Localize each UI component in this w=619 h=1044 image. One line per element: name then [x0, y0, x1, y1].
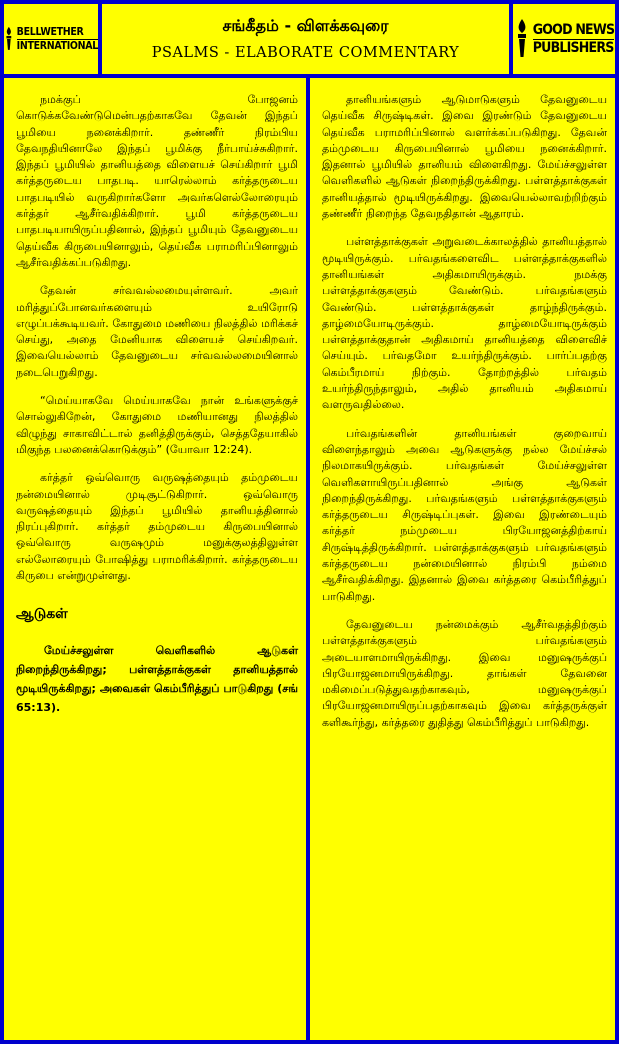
logo-right-line1: GOOD NEWS [532, 21, 615, 38]
paragraph: பர்வதங்களின் தானியங்கள் குறைவாய் விளைந்தாலும் அவை ஆடுகளுக்கு நல்ல மேய்ச்சல் நிலமாகயிருக்கும். பர்வதங்கள் மேய்ச்சலுள்ள வெளிகளாயிருப்பதினால் அங்கு ஆடுகள் நிறைந்திருக்கிறது. பர்வதங்களும் பள்ளத்தாக்குகளும் கர்த்தருடைய சிருஷ்டிப்புகள். இவை இரண்டையும் கர்த்தர் நம்முடைய பிரயோஜனத்திற்காய் சிருஷ்டித்திருக்கிறார். பள்ளத்தாக்குகளும் பர்வதங்களும் கர்த்தருடைய நன்மையினால் நிரம்பி நம்மை ஆசீர்வதிக்கிறது. இதனால் இவை கர்த்தரை கெம்பீரித்துப் பாடுகிறது. [322, 426, 607, 603]
torch-icon [4, 17, 14, 61]
section-heading: ஆடுகள் [16, 606, 68, 623]
page-header [102, 4, 509, 74]
logo-good-news [513, 4, 615, 74]
left-column [4, 78, 306, 1040]
logo-left-line2: INTERNATIONAL [16, 39, 98, 52]
scripture-quote: “மெய்யாகவே மெய்யாகவே நான் உங்களுக்குச் சொல்லுகிறேன், கோதுமை மணியானது நிலத்தில் விழுந்து சாகாவிட்டால் தனித்திருக்கும், செத்ததேயாகில் மிகுந்த பலனைக்கொடுக்கும்” (யோவா 12:24). [16, 394, 298, 456]
torch-icon [514, 17, 530, 61]
title-tamil: சங்கீதம் - விளக்கவுரை [222, 16, 389, 35]
paragraph: பள்ளத்தாக்குகள் அறுவடைக்காலத்தில் தானியத்தால் மூடியிருக்கும். பர்வதங்களைவிட பள்ளத்தாக்குகளில் தானியங்கள் அதிகமாயிருக்கும். நமக்கு பள்ளத்தாக்குகளும் வேண்டும். பர்வதங்களும் வேண்டும். பள்ளத்தாக்குகள் தாழ்ந்திருக்கும். தாழ்மையோடிருக்கும். தாழ்மையோடிருக்கும் பள்ளத்தாக்குதான் அதிகமாய் தானியத்தை விளைவிச் செய்யும். பர்வதமோ உயர்ந்திருக்கும். பார்ப்பதற்கு கெம்பீரமாய் நிற்கும். தோற்றத்தில் பர்வதம் உயர்ந்திருந்தாலும், அதில் தானியம் அதிகமாய் வளருவதில்லை. [322, 235, 607, 412]
paragraph: தேவன் சர்வவல்லமையுள்ளவர். அவர் மரித்துப்போனவர்களையும் உயிரோடு எழுப்பக்கூடியவர். கோதுமை மணியை நிலத்தில் மரிக்கச் செய்து, அதை மேனியாக விளையச் செய்கிறவர். இவையெல்லாம் தேவனுடைய சர்வவல்லமையினால் நடைபெறுகிறது. [16, 284, 298, 379]
logo-left-line1: BELLWETHER [17, 26, 98, 40]
logo-right-line2: PUBLISHERS [532, 39, 614, 56]
title-english: PSALMS - ELABORATE COMMENTARY [151, 45, 460, 61]
scripture-verse: மேய்ச்சலுள்ள வெளிகளில் ஆடுகள் நிறைந்திருக்கிறது; பள்ளத்தாக்குகள் தானியத்தால் மூடியிருக்கிறது; அவைகள் கெம்பீரித்துப் பாடுகிறது (சங் 65:13). [16, 643, 298, 714]
paragraph: கர்த்தர் ஒவ்வொரு வருஷத்தையும் தம்முடைய நன்மையினால் முடிசூட்டுகிறார். ஒவ்வொரு வருஷத்தையும் இந்தப் பூமியில் தானியத்தினால் நிரப்புகிறார். கர்த்தர் தம்முடைய கிருபையினால் ஒவ்வொரு வருஷமும் மனுக்குலத்திலுள்ள எல்லோரையும் போஷித்து பராமரிக்கிறார். கர்த்தருடைய கிருபை என்றுமுள்ளது. [16, 471, 298, 583]
paragraph: தேவனுடைய நன்மைக்கும் ஆசீர்வதத்திற்கும் பள்ளத்தாக்குகளும் பர்வதங்களும் அடையாளமாயிருக்கிறது. இவை மனுஷருக்குப் பிரயோஜனமாயிருக்கிறது. தாங்கள் தேவனை மகிமைப்படுத்துவதற்காகவும், மனுஷருக்குப் பிரயோஜனமாயிருப்பதற்காகவும் இவை கர்த்தருக்குள் களிகூர்ந்து, கர்த்தரை துதித்து கெம்பீரித்துப் பாடுகிறது. [322, 617, 607, 729]
paragraph: நமக்குப் போஜனம் கொடுக்கவேண்டுமென்பதற்காகவே தேவன் இந்தப் பூமியை நனைக்கிறார். தண்ணீர் நிரம்பிய தேவநதியினாலே இந்தப் பூமிக்கு நீர்பாய்ச்சுகிறார். இந்தப் பூமியில் தானியத்தை விளையச் செய்கிறார் பூமி கர்த்தருடைய பாதபடி. யாரெல்லாம் கர்த்தருடைய பாதபடியில் வருகிறார்களோ அவர்களெல்லோரையும் கர்த்தர் ஆசீர்வதிக்கிறார். பூமி கர்த்தருடைய பாதபடியாயிருப்பதினால், இந்தப் பூமியும் தேவனுடைய தெய்வீக கிருபையினாலும், தெய்வீக பராமரிப்பினாலும் ஆசீர்வதிக்கப்படுகிறது. [16, 93, 298, 269]
right-column [310, 78, 615, 1040]
paragraph: தானியங்களும் ஆடுமாடுகளும் தேவனுடைய தெய்வீக சிருஷ்டிகள். இவை இரண்டும் தேவனுடைய தெய்வீக பராமரிப்பினால் வளர்க்கப்படுகிறது. தேவன் தம்முடைய கிருபையினால் பூமியை நனைக்கிறார். இதனால் பூமியில் தானியம் விளைகிறது. மேய்ச்சலுள்ள வெளிகளில் ஆடுகள் நிறைந்திருக்கிறது. பள்ளத்தாக்குகள் தானியத்தால் மூடியிருக்கிறது. இவையெல்லாவற்றிற்கும் தண்ணீர் நிறைந்த தேவநதிதான் ஆதாரம். [322, 93, 607, 221]
logo-bellwether [4, 4, 98, 74]
